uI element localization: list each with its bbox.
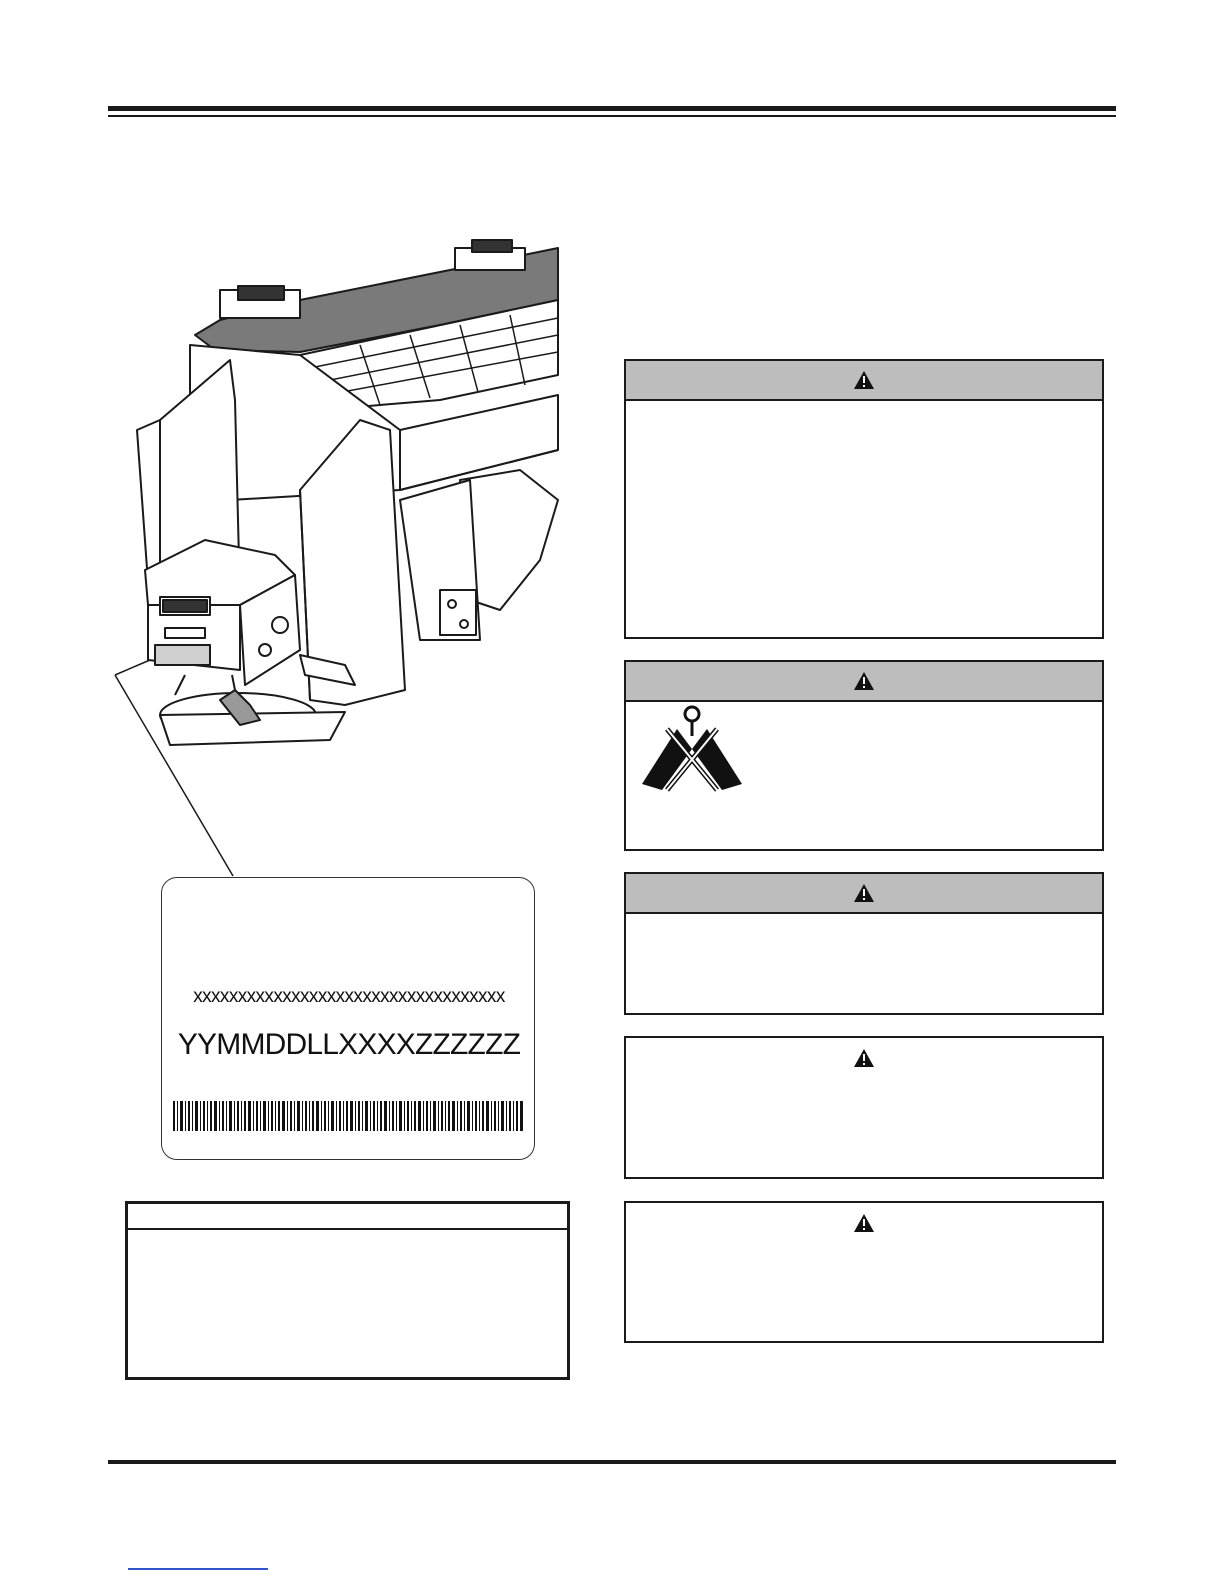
page-link-underline[interactable] xyxy=(128,1568,268,1570)
footer-rule xyxy=(108,1460,1116,1464)
crush-hazard-icon xyxy=(642,704,742,794)
warning-triangle-icon xyxy=(853,671,875,691)
warning-box-1-header xyxy=(626,361,1102,401)
part-number-placeholder: xxxxxxxxxxxxxxxxxxxxxxxxxxxxxxxxxxx xyxy=(193,986,505,1007)
note-box-header xyxy=(128,1204,567,1230)
serial-label-card xyxy=(161,877,535,1160)
note-box xyxy=(125,1201,570,1380)
warning-triangle-icon xyxy=(853,370,875,390)
caution-box-2 xyxy=(624,1201,1104,1343)
warning-box-3-header xyxy=(626,874,1102,914)
warning-triangle-icon xyxy=(853,1048,875,1068)
warning-box-3 xyxy=(624,872,1104,1015)
warning-triangle-icon xyxy=(853,883,875,903)
warning-triangle-icon xyxy=(853,1213,875,1233)
warning-box-1 xyxy=(624,359,1104,639)
serial-number-format: YYMMDDLLXXXXZZZZZZ xyxy=(177,1028,521,1061)
spreader-illustration xyxy=(0,0,560,880)
barcode-image xyxy=(173,1101,525,1131)
warning-box-2-header xyxy=(626,662,1102,702)
warning-box-2 xyxy=(624,660,1104,851)
caution-box-1 xyxy=(624,1036,1104,1179)
